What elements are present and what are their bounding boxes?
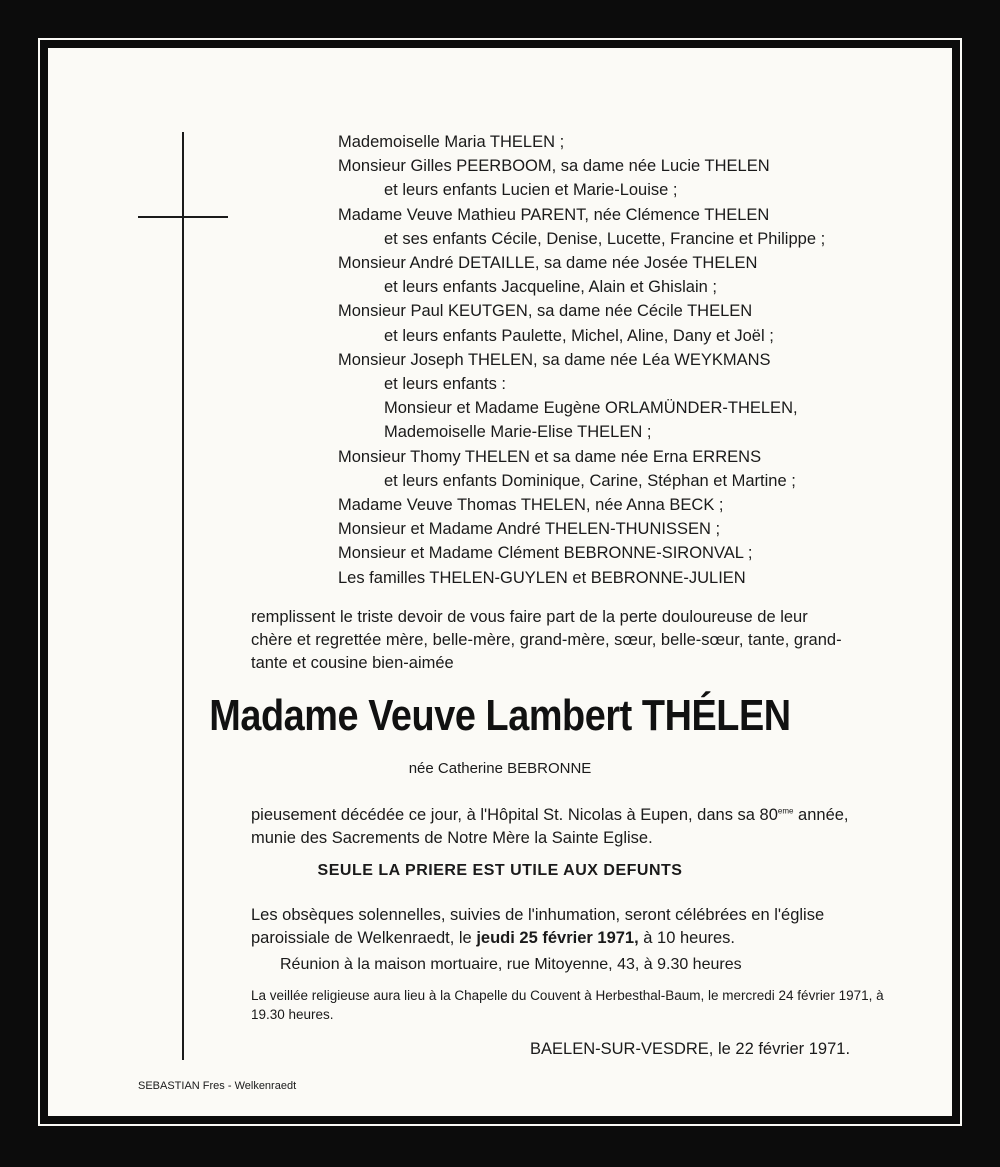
cross-icon-horizontal — [138, 216, 228, 218]
family-line: et leurs enfants Paulette, Michel, Aline, Dany et Joël ; — [384, 326, 774, 345]
family-line: Monsieur Thomy THELEN et sa dame née Erna ERRENS — [338, 447, 762, 466]
family-line: et leurs enfants : — [384, 375, 506, 394]
vigil-info: La veillée religieuse aura lieu à la Chapelle du Couvent à Herbesthal-Baum, le mercredi 24 février 1971, à 19.30 heures. — [251, 988, 884, 1022]
funeral-date: jeudi 25 février 1971, — [476, 929, 639, 947]
family-line: Monsieur Joseph THELEN, sa dame née Léa WEYKMANS — [338, 350, 771, 369]
family-line: Monsieur Gilles PEERBOOM, sa dame née Lucie THELEN — [338, 157, 770, 176]
family-line: et leurs enfants Lucien et Marie-Louise ; — [384, 181, 678, 200]
family-line: Madame Veuve Thomas THELEN, née Anna BECK ; — [338, 496, 724, 515]
funeral-details-part-1: Les obsèques solennelles, suivies de l'inhumation, seront célébrées en l'église paroissiale de Welkenraedt, le — [251, 906, 825, 947]
family-line: Monsieur André DETAILLE, sa dame née Josée THELEN — [338, 254, 758, 273]
printer-credit: SEBASTIAN Fres - Welkenraedt — [138, 1080, 297, 1092]
family-line: et leurs enfants Jacqueline, Alain et Ghislain ; — [384, 278, 717, 297]
ordinal-suffix: eme — [777, 806, 794, 816]
family-line: Mademoiselle Marie-Elise THELEN ; — [384, 423, 652, 442]
cross-icon-vertical — [182, 132, 184, 1060]
death-notice-part-1: pieusement décédée ce jour, à l'Hôpital St. Nicolas à Eupen, dans sa 80 — [251, 806, 778, 824]
family-line: Monsieur et Madame Eugène ORLAMÜNDER-THELEN, — [384, 399, 798, 418]
family-line: Monsieur et Madame André THELEN-THUNISSEN ; — [338, 520, 721, 539]
gathering-info: Réunion à la maison mortuaire, rue Mitoyenne, 43, à 9.30 heures — [280, 956, 742, 973]
family-line: Les familles THELEN-GUYLEN et BEBRONNE-JULIEN — [338, 568, 746, 587]
family-line: et ses enfants Cécile, Denise, Lucette, Francine et Philippe ; — [384, 229, 826, 248]
deceased-name: Madame Veuve Lambert THÉLEN — [209, 691, 791, 740]
place-and-date: BAELEN-SUR-VESDRE, le 22 février 1971. — [530, 1040, 851, 1058]
family-list — [338, 130, 918, 590]
prayer-heading: SEULE LA PRIERE EST UTILE AUX DEFUNTS — [317, 862, 683, 879]
death-notice-text — [251, 804, 871, 850]
funeral-details — [251, 904, 871, 950]
family-line: Monsieur Paul KEUTGEN, sa dame née Cécile THELEN — [338, 302, 753, 321]
family-line: Monsieur et Madame Clément BEBRONNE-SIRONVAL ; — [338, 544, 753, 563]
family-line: et leurs enfants Dominique, Carine, Stéphan et Martine ; — [384, 471, 796, 490]
funeral-details-part-2: à 10 heures. — [638, 929, 736, 947]
family-line: Madame Veuve Mathieu PARENT, née Clémence THELEN — [338, 205, 770, 224]
maiden-name: née Catherine BEBRONNE — [408, 760, 592, 777]
card-paper — [48, 48, 952, 1116]
death-notice-part-2: année, munie des Sacrements de Notre Mère la Sainte Eglise. — [251, 806, 849, 847]
family-line: Mademoiselle Maria THELEN ; — [338, 133, 565, 151]
announcement-intro: remplissent le triste devoir de vous faire part de la perte douloureuse de leur chère et regrettée mère, belle-mère, grand-mère, sœur, belle-sœur, tante, grand-tante et cousine bien-aimée — [251, 608, 842, 672]
